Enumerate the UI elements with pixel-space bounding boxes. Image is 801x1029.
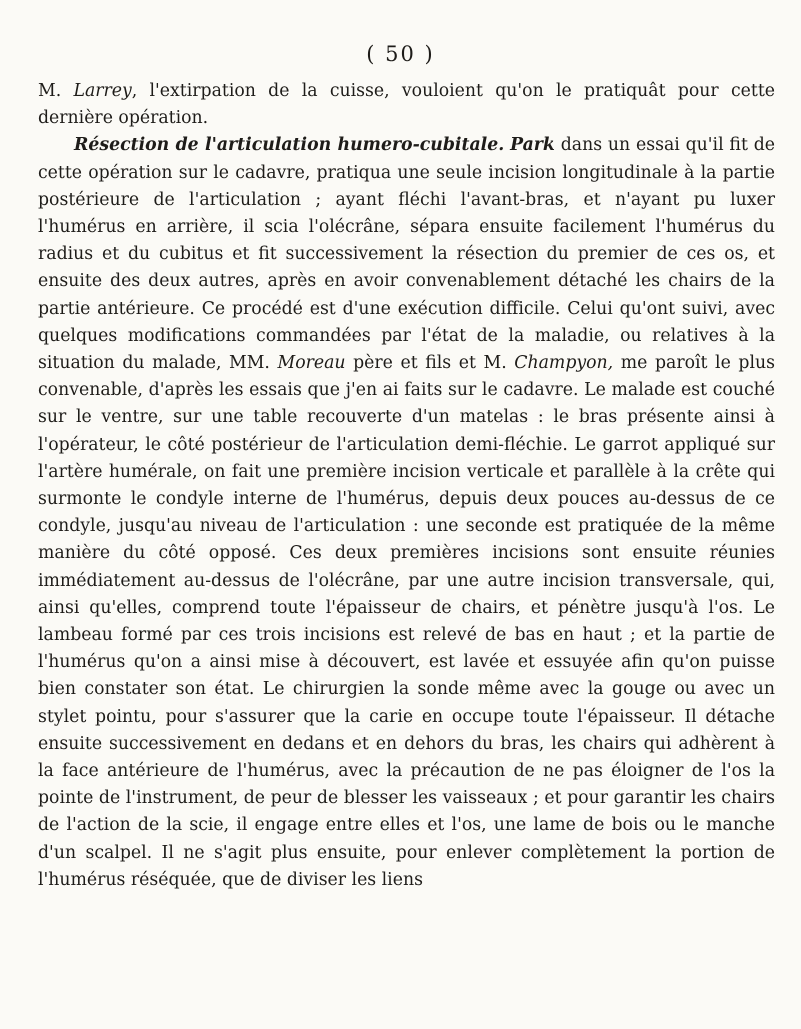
section-heading: Résection de l'articulation humero-cubitale. <box>74 135 505 156</box>
author-name-moreau: Moreau <box>277 353 346 374</box>
body-text <box>38 78 775 894</box>
text-prefix: M. <box>38 81 74 101</box>
text-run: me paroît le plus convenable, d'après les essais que j'en ai faits sur le cadavre. Le malade est couché sur le ventre, sur une table recouverte d'un matelas : le bras présente ainsi à l'opérateur, le côté postérieur de l'articulation demi-fléchie. Le garrot appliqué sur l'artère humérale, on fait une première incision verticale et parallèle à la crête qui surmonte le condyle interne de l'humérus, depuis deux pouces au-dessus de ce condyle, jusqu'au niveau de l'articulation : une seconde est pratiquée de la même manière du côté opposé. Ces deux premières incisions sont ensuite réunies immédiatement au-dessus de l'olécrâne, par une autre incision transversale, qui, ainsi qu'elles, comprend toute l'épaisseur de chairs, et pénètre jusqu'à l'os. Le lambeau formé par ces trois incisions est relevé de bas en haut ; et la partie de l'humérus qu'on a ainsi mise à découvert, est lavée et essuyée afin qu'on puisse bien constater son état. Le chirurgien la sonde même avec la gouge ou avec un stylet pointu, pour s'assurer que la carie en occupe toute l'épaisseur. Il détache ensuite successivement en dedans et en dehors du bras, les chairs qui adhèrent à la face antérieure de l'humérus, avec la précaution de ne pas éloigner de l'os la pointe de l'instrument, de peur de blesser les vaisseaux ; et pour garantir les chairs de l'action de la scie, il engage entre elles et l'os, une lame de bois ou le manche d'un scalpel. Il ne s'agit plus ensuite, pour enlever complètement la portion de l'humérus réséquée, que de diviser les liens <box>38 353 775 890</box>
paragraph-resection <box>38 132 775 894</box>
text-run: dans un essai qu'il fit de cette opération sur le cadavre, pratiqua une seule incision longitudinale à la partie postérieure de l'articulation ; ayant fléchi l'avant-bras, et n'ayant pu luxer l'humérus en arrière, il scia l'olécrâne, sépara ensuite facilement l'humérus du radius et du cubitus et fit successivement la résection du premier de ces os, et ensuite des deux autres, après en avoir convenablement détaché les chairs de la partie antérieure. Ce procédé est d'une exécution difficile. Celui qu'ont suivi, avec quelques modifications commandées par l'état de la maladie, ou relatives à la situation du malade, MM. <box>38 135 775 374</box>
paragraph-continuation <box>38 78 775 132</box>
author-name-park: Park <box>510 135 555 156</box>
page-number: ( 50 ) <box>366 42 435 66</box>
author-name-larrey: Larrey <box>73 81 132 101</box>
author-name-champyon: Champyon, <box>514 353 614 374</box>
text-run: , l'extirpation de la cuisse, vouloient qu'on le pratiquât pour cette dernière opération. <box>38 81 775 129</box>
text-run: père et fils et M. <box>345 353 515 374</box>
